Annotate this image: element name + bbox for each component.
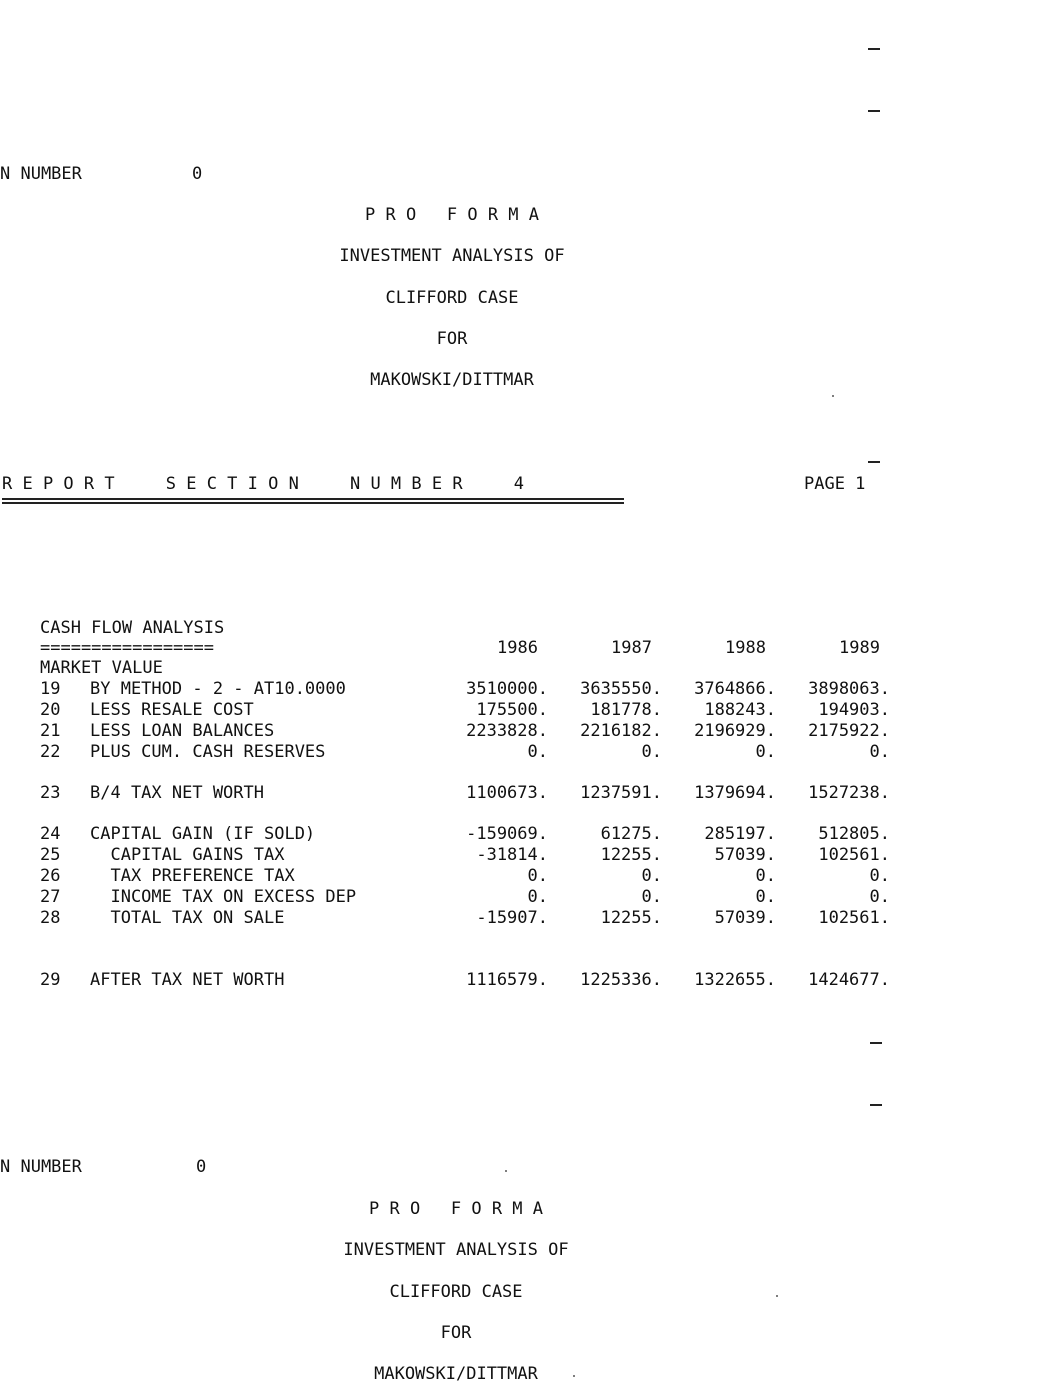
line-number: 25 bbox=[40, 845, 61, 865]
line-value: 1322655. bbox=[694, 970, 776, 990]
line-value: 2233828. bbox=[466, 721, 548, 741]
section-rule bbox=[2, 498, 624, 504]
speck bbox=[832, 395, 834, 397]
line-value: 2216182. bbox=[580, 721, 662, 741]
line-value: 1225336. bbox=[580, 970, 662, 990]
line-label: BY METHOD - 2 - AT10.0000 bbox=[90, 679, 346, 699]
margin-mark bbox=[868, 110, 880, 112]
year-header: 1987 bbox=[611, 638, 652, 658]
line-label: CAPITAL GAINS TAX bbox=[90, 845, 285, 865]
line-value: 1237591. bbox=[580, 783, 662, 803]
line-number: 21 bbox=[40, 721, 61, 741]
line-number: 24 bbox=[40, 824, 61, 844]
line-value: 0. bbox=[527, 866, 548, 886]
line-value: 512805. bbox=[818, 824, 890, 844]
line-label: LESS LOAN BALANCES bbox=[90, 721, 275, 741]
line-value: 1379694. bbox=[694, 783, 776, 803]
line-number: 28 bbox=[40, 908, 61, 928]
line-value: -31814. bbox=[476, 845, 548, 865]
line-value: 102561. bbox=[818, 908, 890, 928]
line-value: -159069. bbox=[466, 824, 548, 844]
line-value: -15907. bbox=[476, 908, 548, 928]
pro-forma-title: P R O F O R M A bbox=[365, 205, 539, 225]
line-number: 26 bbox=[40, 866, 61, 886]
line-label: CAPITAL GAIN (IF SOLD) bbox=[90, 824, 316, 844]
margin-mark bbox=[868, 48, 880, 50]
line-value: 0. bbox=[869, 887, 890, 907]
line-value: 188243. bbox=[704, 700, 776, 720]
line-value: 0. bbox=[755, 866, 776, 886]
report-subtitle: INVESTMENT ANALYSIS OF bbox=[339, 246, 565, 266]
line-value: 3510000. bbox=[466, 679, 548, 699]
line-value: 0. bbox=[641, 742, 662, 762]
year-header: 1986 bbox=[497, 638, 538, 658]
line-label: B/4 TAX NET WORTH bbox=[90, 783, 264, 803]
line-number: 20 bbox=[40, 700, 61, 720]
line-label: LESS RESALE COST bbox=[90, 700, 254, 720]
for-label: FOR bbox=[440, 1323, 472, 1343]
line-value: 3635550. bbox=[580, 679, 662, 699]
line-value: 0. bbox=[755, 887, 776, 907]
client-name: CLIFFORD CASE bbox=[389, 1282, 523, 1302]
preparer-name: MAKOWSKI/DITTMAR bbox=[370, 370, 534, 390]
line-value: 2196929. bbox=[694, 721, 776, 741]
run-number-value: 0 bbox=[192, 164, 203, 184]
run-number-value: 0 bbox=[196, 1157, 207, 1177]
line-value: 0. bbox=[755, 742, 776, 762]
line-number: 23 bbox=[40, 783, 61, 803]
line-value: 1424677. bbox=[808, 970, 890, 990]
line-number: 29 bbox=[40, 970, 61, 990]
margin-mark bbox=[870, 1104, 882, 1106]
report-subtitle: INVESTMENT ANALYSIS OF bbox=[343, 1240, 569, 1260]
line-value: 2175922. bbox=[808, 721, 890, 741]
line-value: 102561. bbox=[818, 845, 890, 865]
report-section-heading: R E P O R T S E C T I O N N U M B E R 4 bbox=[2, 474, 524, 494]
line-label: TOTAL TAX ON SALE bbox=[90, 908, 285, 928]
pro-forma-title: P R O F O R M A bbox=[369, 1199, 543, 1219]
line-value: 194903. bbox=[818, 700, 890, 720]
line-value: 0. bbox=[869, 742, 890, 762]
line-number: 27 bbox=[40, 887, 61, 907]
line-value: 181778. bbox=[590, 700, 662, 720]
preparer-name: MAKOWSKI/DITTMAR bbox=[374, 1364, 538, 1384]
line-value: 175500. bbox=[476, 700, 548, 720]
line-value: 285197. bbox=[704, 824, 776, 844]
line-number: 22 bbox=[40, 742, 61, 762]
line-label: TAX PREFERENCE TAX bbox=[90, 866, 295, 886]
margin-mark bbox=[870, 1042, 882, 1044]
run-number-label: N NUMBER bbox=[0, 164, 82, 184]
line-value: 0. bbox=[641, 887, 662, 907]
client-name: CLIFFORD CASE bbox=[385, 288, 519, 308]
line-value: 57039. bbox=[714, 908, 776, 928]
year-header: 1989 bbox=[839, 638, 880, 658]
margin-mark bbox=[868, 461, 880, 463]
market-value-label: MARKET VALUE bbox=[40, 658, 163, 678]
line-value: 0. bbox=[869, 866, 890, 886]
run-number-label: N NUMBER bbox=[0, 1157, 82, 1177]
line-label: PLUS CUM. CASH RESERVES bbox=[90, 742, 326, 762]
line-value: 0. bbox=[527, 742, 548, 762]
page-number: PAGE 1 bbox=[804, 474, 866, 494]
for-label: FOR bbox=[436, 329, 468, 349]
line-label: AFTER TAX NET WORTH bbox=[90, 970, 285, 990]
line-value: 0. bbox=[527, 887, 548, 907]
line-value: 3898063. bbox=[808, 679, 890, 699]
year-header: 1988 bbox=[725, 638, 766, 658]
line-value: 61275. bbox=[600, 824, 662, 844]
line-value: 1116579. bbox=[466, 970, 548, 990]
line-value: 57039. bbox=[714, 845, 776, 865]
speck bbox=[776, 1295, 778, 1297]
line-value: 12255. bbox=[600, 845, 662, 865]
line-value: 1527238. bbox=[808, 783, 890, 803]
line-value: 3764866. bbox=[694, 679, 776, 699]
line-label: INCOME TAX ON EXCESS DEP bbox=[90, 887, 357, 907]
section-underline: ================= bbox=[40, 638, 214, 658]
line-value: 12255. bbox=[600, 908, 662, 928]
line-value: 0. bbox=[641, 866, 662, 886]
section-title: CASH FLOW ANALYSIS bbox=[40, 618, 225, 638]
line-value: 1100673. bbox=[466, 783, 548, 803]
speck bbox=[505, 1170, 507, 1172]
line-number: 19 bbox=[40, 679, 61, 699]
